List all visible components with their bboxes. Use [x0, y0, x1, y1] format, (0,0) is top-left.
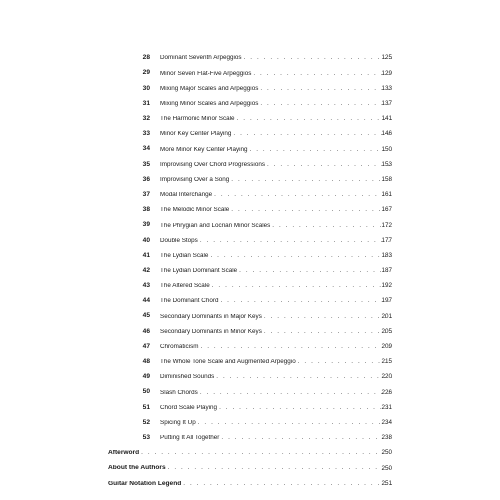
- dot-leader: [237, 116, 392, 122]
- chapter-title: The Altered Scale: [160, 283, 210, 290]
- chapter-title: Slash Chords: [160, 389, 198, 396]
- chapter-title-line: [160, 283, 392, 289]
- chapter-number: 48: [142, 358, 150, 366]
- chapter-title-line: [160, 116, 392, 122]
- chapter-number: 34: [142, 145, 150, 153]
- chapter-number: 45: [142, 312, 150, 320]
- toc-chapter-row[interactable]: [0, 233, 500, 248]
- chapter-number: 41: [142, 251, 150, 259]
- chapter-page-number: 231: [381, 403, 392, 411]
- toc-chapter-row[interactable]: [0, 51, 500, 66]
- chapter-page-number: 238: [381, 434, 392, 442]
- chapter-page-number: 133: [381, 84, 392, 92]
- chapter-title-line: [160, 55, 392, 61]
- toc-chapter-row[interactable]: [0, 324, 500, 339]
- chapter-number: 47: [142, 342, 150, 350]
- chapter-page-number: 220: [381, 373, 392, 381]
- chapter-page-number: 234: [381, 418, 392, 426]
- chapter-page-number: 146: [381, 130, 392, 138]
- chapter-number: 44: [142, 297, 150, 305]
- table-of-contents: [0, 51, 500, 491]
- chapter-title-line: [160, 435, 392, 441]
- section-title-line: [108, 465, 392, 472]
- section-page-number: 250: [381, 464, 392, 472]
- dot-leader: [231, 177, 392, 183]
- chapter-number: 38: [142, 206, 150, 214]
- toc-chapter-row[interactable]: [0, 218, 500, 233]
- section-title: About the Authors: [108, 465, 166, 472]
- chapter-page-number: 197: [381, 297, 392, 305]
- chapter-page-number: 137: [381, 100, 392, 107]
- toc-chapter-row[interactable]: [0, 355, 500, 370]
- chapter-title: The Melodic Minor Scale: [160, 207, 230, 214]
- chapter-number: 39: [142, 221, 150, 229]
- chapter-number: 35: [142, 160, 150, 168]
- dot-leader: [200, 390, 392, 396]
- toc-chapter-row[interactable]: [0, 248, 500, 263]
- chapter-title-line: [160, 268, 392, 274]
- chapter-title: Dominant Seventh Arpeggios: [160, 55, 242, 62]
- chapter-title: The Whole Tone Scale and Augmented Arpeggio: [160, 359, 296, 366]
- chapter-title: Mixing Major Scales and Arpeggios: [160, 85, 259, 92]
- dot-leader: [214, 192, 392, 198]
- toc-chapter-row[interactable]: [0, 400, 500, 415]
- chapter-title-line: [160, 71, 392, 77]
- toc-chapter-row[interactable]: [0, 188, 500, 203]
- chapter-number: 28: [142, 54, 150, 62]
- chapter-title: The Harmonic Minor Scale: [160, 116, 235, 123]
- toc-chapter-row[interactable]: [0, 309, 500, 324]
- chapter-title-line: [160, 420, 392, 426]
- chapter-page-number: 183: [381, 251, 392, 259]
- chapter-title-line: [160, 131, 392, 137]
- chapter-title: The Phrygian and Locrian Minor Scales: [160, 222, 271, 229]
- chapter-title-line: [160, 101, 392, 107]
- section-title: Afterword: [108, 450, 140, 457]
- chapter-number: 40: [142, 236, 150, 244]
- chapter-number: 49: [142, 373, 150, 381]
- chapter-page-number: 205: [381, 327, 392, 335]
- chapter-page-number: 226: [381, 388, 392, 396]
- dot-leader: [212, 283, 392, 289]
- toc-chapter-row[interactable]: [0, 340, 500, 355]
- dot-leader: [216, 374, 392, 380]
- section-page-number: 250: [381, 449, 392, 457]
- toc-chapter-row[interactable]: [0, 279, 500, 294]
- section-page-number: 251: [381, 479, 392, 487]
- chapter-title: Improvising Over Chord Progressions: [160, 161, 265, 168]
- chapter-page-number: 158: [381, 175, 392, 183]
- chapter-title-line: [160, 298, 392, 304]
- dot-leader: [183, 481, 392, 487]
- dot-leader: [244, 55, 392, 61]
- chapter-title-line: [160, 329, 392, 335]
- dot-leader: [200, 238, 392, 244]
- dot-leader: [250, 147, 393, 153]
- chapter-title: Minor Seven Flat-Five Arpeggios: [160, 70, 252, 77]
- section-title: Guitar Notation Legend: [108, 480, 182, 487]
- chapter-number: 42: [142, 266, 150, 274]
- chapter-page-number: 172: [381, 221, 392, 229]
- chapter-title-line: [160, 374, 392, 380]
- section-title-line: [108, 450, 392, 457]
- chapter-title-line: [160, 344, 392, 350]
- chapter-number: 52: [142, 418, 150, 426]
- chapter-title-line: [160, 192, 392, 198]
- toc-section-row[interactable]: [0, 461, 500, 476]
- toc-chapter-row[interactable]: [0, 127, 500, 142]
- chapter-title-line: [160, 390, 392, 396]
- toc-chapter-row[interactable]: [0, 203, 500, 218]
- dot-leader: [210, 253, 392, 259]
- chapter-title-line: [160, 223, 392, 229]
- chapter-title: Chromaticism: [160, 344, 199, 350]
- dot-leader: [233, 131, 392, 137]
- chapter-page-number: 153: [381, 160, 392, 168]
- dot-leader: [141, 450, 392, 456]
- chapter-number: 30: [142, 84, 150, 92]
- chapter-title-line: [160, 162, 392, 168]
- chapter-number: 32: [142, 115, 150, 123]
- dot-leader: [219, 405, 392, 411]
- chapter-page-number: 201: [381, 312, 392, 320]
- chapter-title-line: [160, 86, 392, 92]
- chapter-title-line: [160, 359, 392, 365]
- chapter-number: 51: [142, 403, 150, 411]
- toc-chapter-row[interactable]: [0, 81, 500, 96]
- chapter-number: 29: [142, 69, 150, 77]
- dot-leader: [239, 268, 392, 274]
- toc-chapter-row[interactable]: [0, 370, 500, 385]
- toc-chapter-row[interactable]: [0, 142, 500, 157]
- chapter-title: The Lydian Dominant Scale: [160, 268, 238, 275]
- chapter-page-number: 150: [381, 145, 392, 153]
- chapter-page-number: 215: [381, 358, 392, 366]
- dot-leader: [221, 435, 392, 441]
- chapter-title: Modal Interchange: [160, 192, 213, 199]
- dot-leader: [220, 298, 392, 304]
- chapter-title-line: [160, 177, 392, 183]
- chapter-page-number: 161: [381, 191, 392, 199]
- chapter-number: 50: [142, 388, 150, 396]
- toc-chapter-row[interactable]: [0, 416, 500, 431]
- dot-leader: [168, 465, 392, 471]
- toc-chapter-row[interactable]: [0, 157, 500, 172]
- chapter-page-number: 129: [381, 69, 392, 77]
- chapter-title: Secondary Dominants in Major Keys: [160, 313, 262, 320]
- toc-chapter-row[interactable]: [0, 112, 500, 127]
- toc-chapter-row[interactable]: [0, 97, 500, 112]
- chapter-title-line: [160, 314, 392, 320]
- chapter-title: Chord Scale Playing: [160, 404, 218, 411]
- chapter-title: Double Stops: [160, 237, 198, 244]
- chapter-page-number: 177: [381, 236, 392, 244]
- dot-leader: [198, 420, 392, 426]
- chapter-number: 31: [142, 99, 150, 107]
- chapter-number: 37: [142, 190, 150, 198]
- chapter-title: Mixing Minor Scales and Arpeggios: [160, 101, 259, 107]
- chapter-number: 36: [142, 175, 150, 183]
- chapter-title: The Lydian Scale: [160, 252, 209, 259]
- toc-chapter-row[interactable]: [0, 385, 500, 400]
- toc-chapter-row[interactable]: [0, 431, 500, 446]
- chapter-number: 53: [142, 433, 150, 441]
- chapter-page-number: 192: [381, 282, 392, 290]
- toc-chapter-row[interactable]: [0, 173, 500, 188]
- section-title-line: [108, 481, 392, 488]
- chapter-title-line: [160, 405, 392, 411]
- toc-chapter-row[interactable]: [0, 264, 500, 279]
- chapter-title: Diminished Sounds: [160, 374, 215, 381]
- chapter-title: Improvising Over a Song: [160, 176, 230, 183]
- chapter-title-line: [160, 147, 392, 153]
- chapter-title-line: [160, 207, 392, 213]
- chapter-title: The Dominant Chord: [160, 298, 219, 305]
- chapter-title: More Minor Key Center Playing: [160, 146, 248, 153]
- toc-chapter-row[interactable]: [0, 294, 500, 309]
- chapter-title: Spicing It Up: [160, 419, 196, 426]
- chapter-title: Minor Key Center Playing: [160, 131, 232, 138]
- chapter-page-number: 209: [381, 343, 392, 350]
- toc-chapter-row[interactable]: [0, 66, 500, 81]
- chapter-title: Putting It All Together: [160, 435, 220, 442]
- toc-section-row[interactable]: [0, 446, 500, 461]
- toc-section-row[interactable]: [0, 476, 500, 491]
- chapter-number: 46: [142, 327, 150, 335]
- chapter-title-line: [160, 253, 392, 259]
- chapter-page-number: 141: [381, 115, 392, 123]
- chapter-number: 43: [142, 282, 150, 290]
- dot-leader: [201, 344, 393, 350]
- chapter-page-number: 125: [381, 54, 392, 62]
- chapter-title-line: [160, 238, 392, 244]
- chapter-title: Secondary Dominants in Minor Keys: [160, 328, 262, 335]
- chapter-page-number: 167: [381, 206, 392, 214]
- dot-leader: [231, 207, 392, 213]
- chapter-number: 33: [142, 130, 150, 138]
- chapter-page-number: 187: [381, 267, 392, 275]
